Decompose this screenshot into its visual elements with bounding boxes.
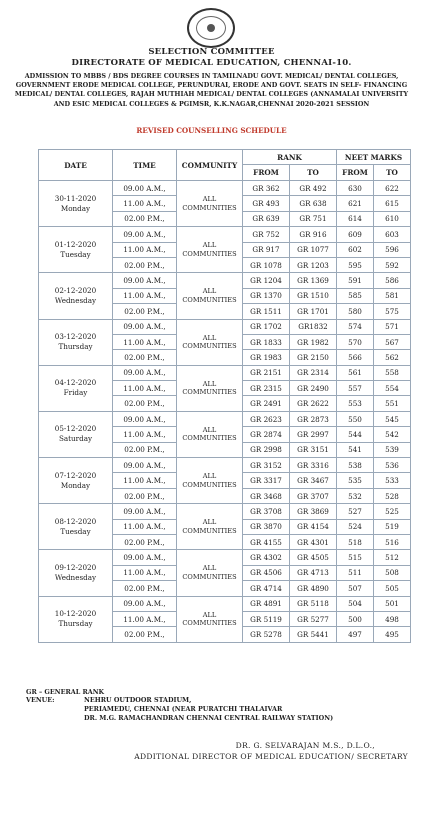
time-cell: 09.00 A.M., — [113, 319, 177, 334]
time-cell: 02.00 P.M., — [113, 581, 177, 596]
community-cell: ALL COMMUNITIES — [177, 411, 243, 457]
date-cell — [39, 550, 113, 596]
rank-from-cell: GR 639 — [243, 211, 290, 226]
header-time: TIME — [113, 150, 177, 181]
rank-to-cell: GR 1203 — [290, 257, 337, 272]
time-cell: 02.00 P.M., — [113, 211, 177, 226]
date-cell — [39, 227, 113, 273]
time-cell: 11.00 A.M., — [113, 473, 177, 488]
rank-to-cell: GR 916 — [290, 227, 337, 242]
rank-to-cell: GR 3869 — [290, 504, 337, 519]
neet-to-cell: 505 — [374, 581, 411, 596]
neet-to-cell: 575 — [374, 304, 411, 319]
gr-note: GR – GENERAL RANK — [26, 688, 105, 696]
time-cell: 02.00 P.M., — [113, 442, 177, 457]
rank-from-cell: GR 1833 — [243, 334, 290, 349]
time-cell: 09.00 A.M., — [113, 181, 177, 196]
rank-to-cell: GR 4505 — [290, 550, 337, 565]
time-cell: 11.00 A.M., — [113, 242, 177, 257]
rank-from-cell: GR 3317 — [243, 473, 290, 488]
table-row — [39, 227, 411, 242]
neet-from-cell: 515 — [337, 550, 374, 565]
rank-from-cell: GR 2998 — [243, 442, 290, 457]
venue-line — [26, 696, 191, 704]
rank-from-cell: GR 1702 — [243, 319, 290, 334]
rank-from-cell: GR 917 — [243, 242, 290, 257]
rank-from-cell: GR 1370 — [243, 288, 290, 303]
neet-from-cell: 614 — [337, 211, 374, 226]
neet-from-cell: 570 — [337, 334, 374, 349]
rank-to-cell: GR 4890 — [290, 581, 337, 596]
venue-line-3: DR. M.G. RAMACHANDRAN CHENNAI CENTRAL RAILWAY STATION) — [84, 714, 334, 722]
rank-from-cell: GR 1078 — [243, 257, 290, 272]
date-value: 30-11-2020 — [54, 193, 97, 203]
rank-from-cell: GR 1511 — [243, 304, 290, 319]
neet-to-cell: 495 — [374, 627, 411, 642]
neet-from-cell: 580 — [337, 304, 374, 319]
neet-to-cell: 536 — [374, 458, 411, 473]
rank-to-cell: GR 5441 — [290, 627, 337, 642]
emblem-seal — [187, 8, 235, 48]
rank-to-cell: GR 1369 — [290, 273, 337, 288]
day-name: Monday — [60, 480, 91, 490]
neet-to-cell: 533 — [374, 473, 411, 488]
neet-from-cell: 497 — [337, 627, 374, 642]
rank-from-cell: GR 5119 — [243, 611, 290, 626]
date-value: 02-12-2020 — [54, 285, 97, 295]
schedule-title: REVISED COUNSELLING SCHEDULE — [136, 126, 287, 135]
table-row — [39, 181, 411, 196]
date-cell — [39, 319, 113, 365]
neet-to-cell: 516 — [374, 534, 411, 549]
rank-from-cell: GR 2315 — [243, 381, 290, 396]
date-cell — [39, 365, 113, 411]
rank-from-cell: GR 362 — [243, 181, 290, 196]
rank-to-cell: GR 3316 — [290, 458, 337, 473]
neet-to-cell: 622 — [374, 181, 411, 196]
rank-from-cell: GR 5278 — [243, 627, 290, 642]
community-cell: ALL COMMUNITIES — [177, 273, 243, 319]
community-cell: ALL COMMUNITIES — [177, 504, 243, 550]
day-name: Saturday — [58, 434, 93, 444]
neet-to-cell: 508 — [374, 565, 411, 580]
rank-to-cell: GR 638 — [290, 196, 337, 211]
day-name: Tuesday — [60, 526, 91, 536]
neet-from-cell: 602 — [337, 242, 374, 257]
day-name: Wednesday — [54, 295, 97, 305]
time-cell: 02.00 P.M., — [113, 304, 177, 319]
rank-from-cell: GR 3870 — [243, 519, 290, 534]
date-value: 03-12-2020 — [54, 332, 97, 342]
neet-from-cell: 511 — [337, 565, 374, 580]
day-name: Friday — [63, 388, 88, 398]
neet-from-cell: 557 — [337, 381, 374, 396]
rank-to-cell: GR 2997 — [290, 427, 337, 442]
community-cell: ALL COMMUNITIES — [177, 550, 243, 596]
counselling-schedule-table — [38, 149, 411, 643]
rank-to-cell: GR 2622 — [290, 396, 337, 411]
time-cell: 02.00 P.M., — [113, 350, 177, 365]
date-value: 01-12-2020 — [54, 239, 97, 249]
venue-line-2: PERIAMEDU, CHENNAI (NEAR PURATCHI THALAIVAR — [84, 705, 283, 713]
time-cell: 09.00 A.M., — [113, 365, 177, 380]
rank-to-cell: GR 1510 — [290, 288, 337, 303]
neet-to-cell: 525 — [374, 504, 411, 519]
signatory-name: DR. G. SELVARAJAN M.S., D.L.O., — [235, 741, 375, 750]
rank-to-cell: GR 4301 — [290, 534, 337, 549]
rank-to-cell: GR1832 — [290, 319, 337, 334]
neet-to-cell: 539 — [374, 442, 411, 457]
date-value: 05-12-2020 — [54, 424, 97, 434]
neet-from-cell: 553 — [337, 396, 374, 411]
header-rank-to: TO — [290, 165, 337, 181]
rank-from-cell: GR 4714 — [243, 581, 290, 596]
rank-to-cell: GR 2150 — [290, 350, 337, 365]
neet-from-cell: 524 — [337, 519, 374, 534]
time-cell: 11.00 A.M., — [113, 427, 177, 442]
time-cell: 02.00 P.M., — [113, 534, 177, 549]
neet-from-cell: 585 — [337, 288, 374, 303]
neet-to-cell: 610 — [374, 211, 411, 226]
rank-to-cell: GR 2873 — [290, 411, 337, 426]
community-cell: ALL COMMUNITIES — [177, 596, 243, 642]
neet-to-cell: 615 — [374, 196, 411, 211]
neet-to-cell: 581 — [374, 288, 411, 303]
neet-from-cell: 504 — [337, 596, 374, 611]
time-cell: 09.00 A.M., — [113, 411, 177, 426]
rank-to-cell: GR 1077 — [290, 242, 337, 257]
rank-to-cell: GR 1701 — [290, 304, 337, 319]
neet-from-cell: 538 — [337, 458, 374, 473]
rank-from-cell: GR 1204 — [243, 273, 290, 288]
community-cell: ALL COMMUNITIES — [177, 181, 243, 227]
rank-from-cell: GR 1983 — [243, 350, 290, 365]
rank-to-cell: GR 3467 — [290, 473, 337, 488]
time-cell: 02.00 P.M., — [113, 396, 177, 411]
neet-from-cell: 550 — [337, 411, 374, 426]
rank-to-cell: GR 1982 — [290, 334, 337, 349]
day-name: Thursday — [58, 619, 93, 629]
rank-from-cell: GR 3708 — [243, 504, 290, 519]
neet-to-cell: 545 — [374, 411, 411, 426]
time-cell: 11.00 A.M., — [113, 381, 177, 396]
neet-from-cell: 630 — [337, 181, 374, 196]
date-cell — [39, 458, 113, 504]
time-cell: 02.00 P.M., — [113, 627, 177, 642]
rank-to-cell: GR 5277 — [290, 611, 337, 626]
time-cell: 09.00 A.M., — [113, 550, 177, 565]
neet-from-cell: 544 — [337, 427, 374, 442]
date-value: 08-12-2020 — [54, 516, 97, 526]
neet-from-cell: 518 — [337, 534, 374, 549]
rank-from-cell: GR 4155 — [243, 534, 290, 549]
table-row — [39, 504, 411, 519]
table-row — [39, 273, 411, 288]
time-cell: 02.00 P.M., — [113, 488, 177, 503]
date-value: 04-12-2020 — [54, 378, 97, 388]
rank-to-cell: GR 2314 — [290, 365, 337, 380]
header-rank-from: FROM — [243, 165, 290, 181]
header-neet-marks: NEET MARKS — [337, 150, 411, 165]
rank-from-cell: GR 3152 — [243, 458, 290, 473]
rank-to-cell: GR 751 — [290, 211, 337, 226]
neet-to-cell: 567 — [374, 334, 411, 349]
neet-to-cell: 501 — [374, 596, 411, 611]
time-cell: 11.00 A.M., — [113, 334, 177, 349]
neet-to-cell: 562 — [374, 350, 411, 365]
rank-from-cell: GR 4506 — [243, 565, 290, 580]
time-cell: 11.00 A.M., — [113, 611, 177, 626]
date-cell — [39, 596, 113, 642]
rank-from-cell: GR 4891 — [243, 596, 290, 611]
rank-from-cell: GR 2623 — [243, 411, 290, 426]
header-rank: RANK — [243, 150, 337, 165]
neet-to-cell: 558 — [374, 365, 411, 380]
time-cell: 11.00 A.M., — [113, 288, 177, 303]
date-cell — [39, 181, 113, 227]
signatory-designation: ADDITIONAL DIRECTOR OF MEDICAL EDUCATION/ SECRETARY — [134, 752, 408, 761]
venue-line-1: NEHRU OUTDOOR STADIUM, — [84, 696, 192, 704]
schedule-body — [39, 181, 411, 643]
neet-to-cell: 596 — [374, 242, 411, 257]
time-cell: 11.00 A.M., — [113, 565, 177, 580]
time-cell: 09.00 A.M., — [113, 273, 177, 288]
neet-from-cell: 500 — [337, 611, 374, 626]
neet-from-cell: 566 — [337, 350, 374, 365]
community-cell: ALL COMMUNITIES — [177, 458, 243, 504]
day-name: Wednesday — [54, 572, 97, 582]
table-row — [39, 550, 411, 565]
neet-to-cell: 551 — [374, 396, 411, 411]
directorate-title: DIRECTORATE OF MEDICAL EDUCATION, CHENNAI-10. — [71, 58, 352, 68]
rank-from-cell: GR 2491 — [243, 396, 290, 411]
header-date: DATE — [39, 150, 113, 181]
header-neet-from: FROM — [337, 165, 374, 181]
rank-to-cell: GR 4154 — [290, 519, 337, 534]
neet-from-cell: 574 — [337, 319, 374, 334]
neet-from-cell: 541 — [337, 442, 374, 457]
rank-to-cell: GR 492 — [290, 181, 337, 196]
rank-to-cell: GR 2490 — [290, 381, 337, 396]
community-cell: ALL COMMUNITIES — [177, 319, 243, 365]
neet-to-cell: 571 — [374, 319, 411, 334]
time-cell: 09.00 A.M., — [113, 458, 177, 473]
date-cell — [39, 273, 113, 319]
community-cell: ALL COMMUNITIES — [177, 365, 243, 411]
emblem-center — [207, 24, 215, 32]
neet-to-cell: 512 — [374, 550, 411, 565]
neet-to-cell: 528 — [374, 488, 411, 503]
rank-from-cell: GR 2874 — [243, 427, 290, 442]
neet-to-cell: 519 — [374, 519, 411, 534]
time-cell: 09.00 A.M., — [113, 596, 177, 611]
venue-label: VENUE: — [26, 696, 55, 704]
header-community: COMMUNITY — [177, 150, 243, 181]
emblem-inner-ring — [196, 16, 226, 40]
neet-from-cell: 621 — [337, 196, 374, 211]
neet-from-cell: 609 — [337, 227, 374, 242]
committee-title: SELECTION COMMITTEE — [148, 47, 275, 57]
rank-from-cell: GR 3468 — [243, 488, 290, 503]
time-cell: 11.00 A.M., — [113, 519, 177, 534]
table-row — [39, 458, 411, 473]
neet-to-cell: 603 — [374, 227, 411, 242]
neet-to-cell: 498 — [374, 611, 411, 626]
day-name: Tuesday — [60, 249, 91, 259]
neet-to-cell: 542 — [374, 427, 411, 442]
day-name: Thursday — [58, 342, 93, 352]
neet-from-cell: 527 — [337, 504, 374, 519]
neet-to-cell: 586 — [374, 273, 411, 288]
neet-from-cell: 595 — [337, 257, 374, 272]
community-cell: ALL COMMUNITIES — [177, 227, 243, 273]
admission-text: ADMISSION TO MBBS / BDS DEGREE COURSES IN TAMILNADU GOVT. MEDICAL/ DENTAL COLLEGES, GOVERNMENT ERODE MEDICAL COLLEGE, PERUNDURAI, ERODE AND GOVT. SEATS IN SELF- FINANCING MEDICAL/ DENTAL COLLEGES, RAJAH MUTHIAH MEDICAL/ DENTAL COLLEGES (ANNAMALAI UNIVERSITY AND ESIC MEDICAL COLLEGES & PGIMSR, K.K.NAGAR,CHENNAI 2020-2021 SESSION — [14, 72, 409, 108]
neet-from-cell: 591 — [337, 273, 374, 288]
neet-from-cell: 561 — [337, 365, 374, 380]
neet-from-cell: 532 — [337, 488, 374, 503]
neet-to-cell: 592 — [374, 257, 411, 272]
rank-to-cell: GR 4713 — [290, 565, 337, 580]
rank-from-cell: GR 2151 — [243, 365, 290, 380]
rank-to-cell: GR 5118 — [290, 596, 337, 611]
time-cell: 02.00 P.M., — [113, 257, 177, 272]
table-row — [39, 365, 411, 380]
neet-from-cell: 507 — [337, 581, 374, 596]
date-value: 09-12-2020 — [54, 562, 97, 572]
day-name: Monday — [60, 203, 91, 213]
rank-from-cell: GR 493 — [243, 196, 290, 211]
rank-from-cell: GR 752 — [243, 227, 290, 242]
time-cell: 09.00 A.M., — [113, 227, 177, 242]
header-neet-to: TO — [374, 165, 411, 181]
date-cell — [39, 504, 113, 550]
table-row — [39, 411, 411, 426]
date-value: 07-12-2020 — [54, 470, 97, 480]
date-value: 10-12-2020 — [54, 609, 97, 619]
table-row — [39, 596, 411, 611]
neet-to-cell: 554 — [374, 381, 411, 396]
rank-to-cell: GR 3151 — [290, 442, 337, 457]
table-row — [39, 319, 411, 334]
time-cell: 11.00 A.M., — [113, 196, 177, 211]
date-cell — [39, 411, 113, 457]
neet-from-cell: 535 — [337, 473, 374, 488]
rank-from-cell: GR 4302 — [243, 550, 290, 565]
rank-to-cell: GR 3707 — [290, 488, 337, 503]
time-cell: 09.00 A.M., — [113, 504, 177, 519]
